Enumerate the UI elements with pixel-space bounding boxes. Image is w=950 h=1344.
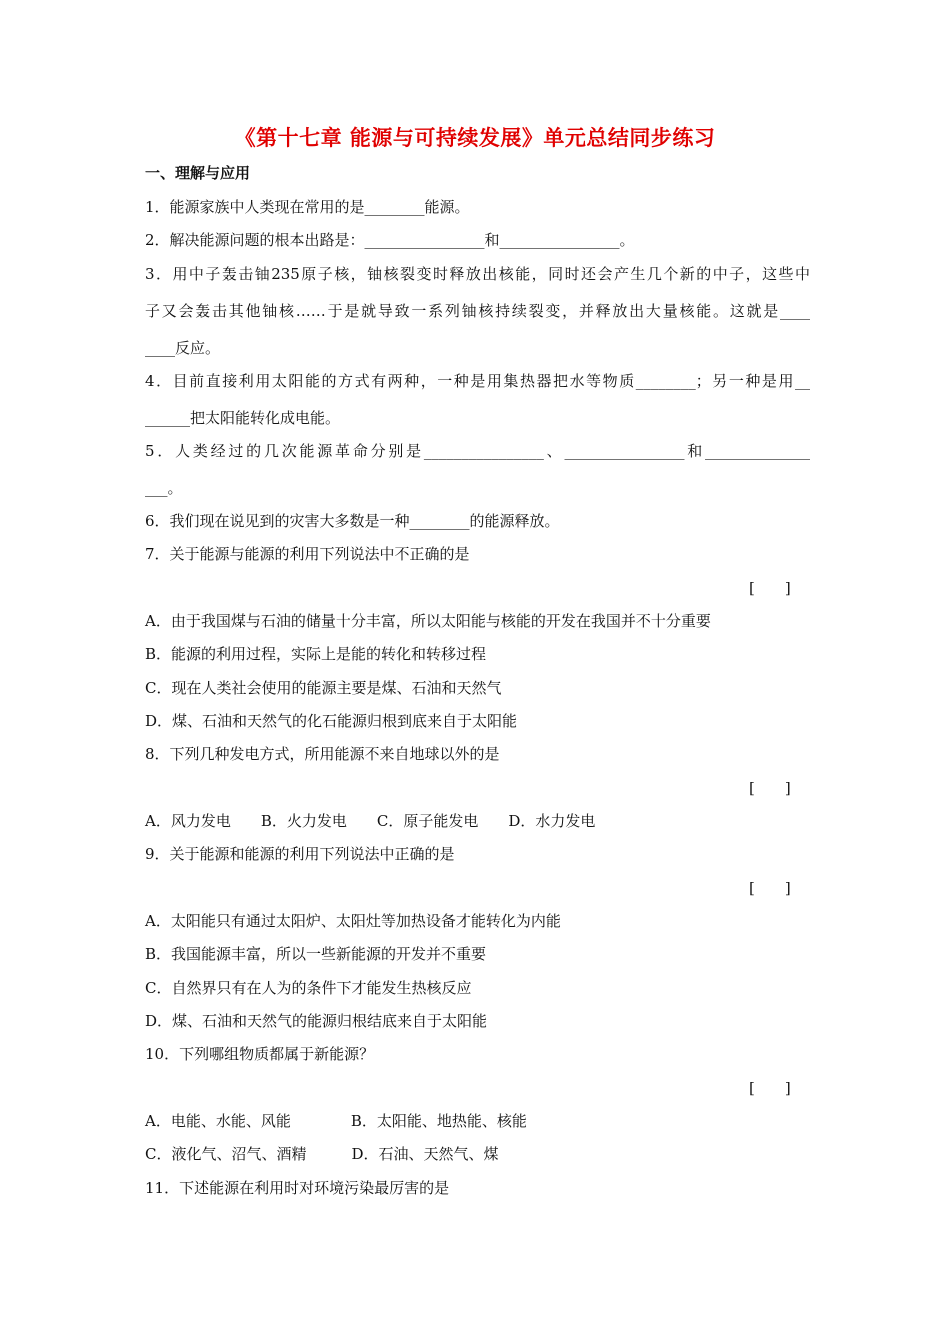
question-10: 10．下列哪组物质都属于新能源？: [145, 1045, 375, 1063]
answer-bracket-9: [ ]: [749, 879, 791, 897]
option-9-d: D．煤、石油和天然气的能源归根结底来自于太阳能: [145, 1012, 488, 1030]
answer-bracket-7: [ ]: [749, 579, 791, 597]
option-9-b: B．我国能源丰富，所以一些新能源的开发并不重要: [145, 945, 487, 963]
option-7-d: D．煤、石油和天然气的化石能源归根到底来自于太阳能: [145, 712, 518, 730]
question-3-line-2: 子又会轰击其他铀核……于是就导致一系列铀核持续裂变，并释放出大量核能。这就是____: [145, 302, 810, 320]
option-9-c: C．自然界只有在人为的条件下才能发生热核反应: [145, 979, 472, 997]
question-9: 9．关于能源和能源的利用下列说法中正确的是: [145, 845, 455, 863]
question-1: 1．能源家族中人类现在常用的是________能源。: [145, 198, 470, 216]
option-9-a: A．太阳能只有通过太阳炉、太阳灶等加热设备才能转化为内能: [145, 912, 561, 930]
options-10-ab: A．电能、水能、风能 B．太阳能、地热能、核能: [145, 1112, 527, 1130]
question-6: 6．我们现在说见到的灾害大多数是一种________的能源释放。: [145, 512, 560, 530]
answer-bracket-10: [ ]: [749, 1079, 791, 1097]
question-11: 11．下述能源在利用时对环境污染最厉害的是: [145, 1179, 450, 1197]
question-2: 2．解决能源问题的根本出路是：________________和________________。: [145, 231, 635, 249]
option-7-c: C．现在人类社会使用的能源主要是煤、石油和天然气: [145, 679, 502, 697]
document-title: 《第十七章 能源与可持续发展》单元总结同步练习: [234, 126, 716, 150]
options-10-cd: C．液化气、沼气、酒精 D．石油、天然气、煤: [145, 1145, 499, 1163]
option-7-a: A．由于我国煤与石油的储量十分丰富，所以太阳能与核能的开发在我国并不十分重要: [145, 612, 711, 630]
answer-bracket-8: [ ]: [749, 779, 791, 797]
question-4-line-2: ______把太阳能转化成电能。: [145, 409, 341, 427]
question-7: 7．关于能源与能源的利用下列说法中不正确的是: [145, 545, 470, 563]
option-7-b: B．能源的利用过程，实际上是能的转化和转移过程: [145, 645, 487, 663]
question-3-line-1: 3．用中子轰击铀235原子核，铀核裂变时释放出核能，同时还会产生几个新的中子，这些中: [145, 265, 810, 283]
question-5-line-1: 5．人类经过的几次能源革命分别是________________、________________和______________: [145, 442, 810, 460]
section-heading: 一、理解与应用: [145, 164, 251, 182]
question-4-line-1: 4．目前直接利用太阳能的方式有两种，一种是用集热器把水等物质________；另一种是用__: [145, 372, 810, 390]
question-8: 8．下列几种发电方式，所用能源不来自地球以外的是: [145, 745, 500, 763]
question-3-line-3: ____反应。: [145, 339, 221, 357]
question-5-line-2: ___。: [145, 479, 183, 497]
options-8: A．风力发电 B．火力发电 C．原子能发电 D．水力发电: [145, 812, 596, 830]
